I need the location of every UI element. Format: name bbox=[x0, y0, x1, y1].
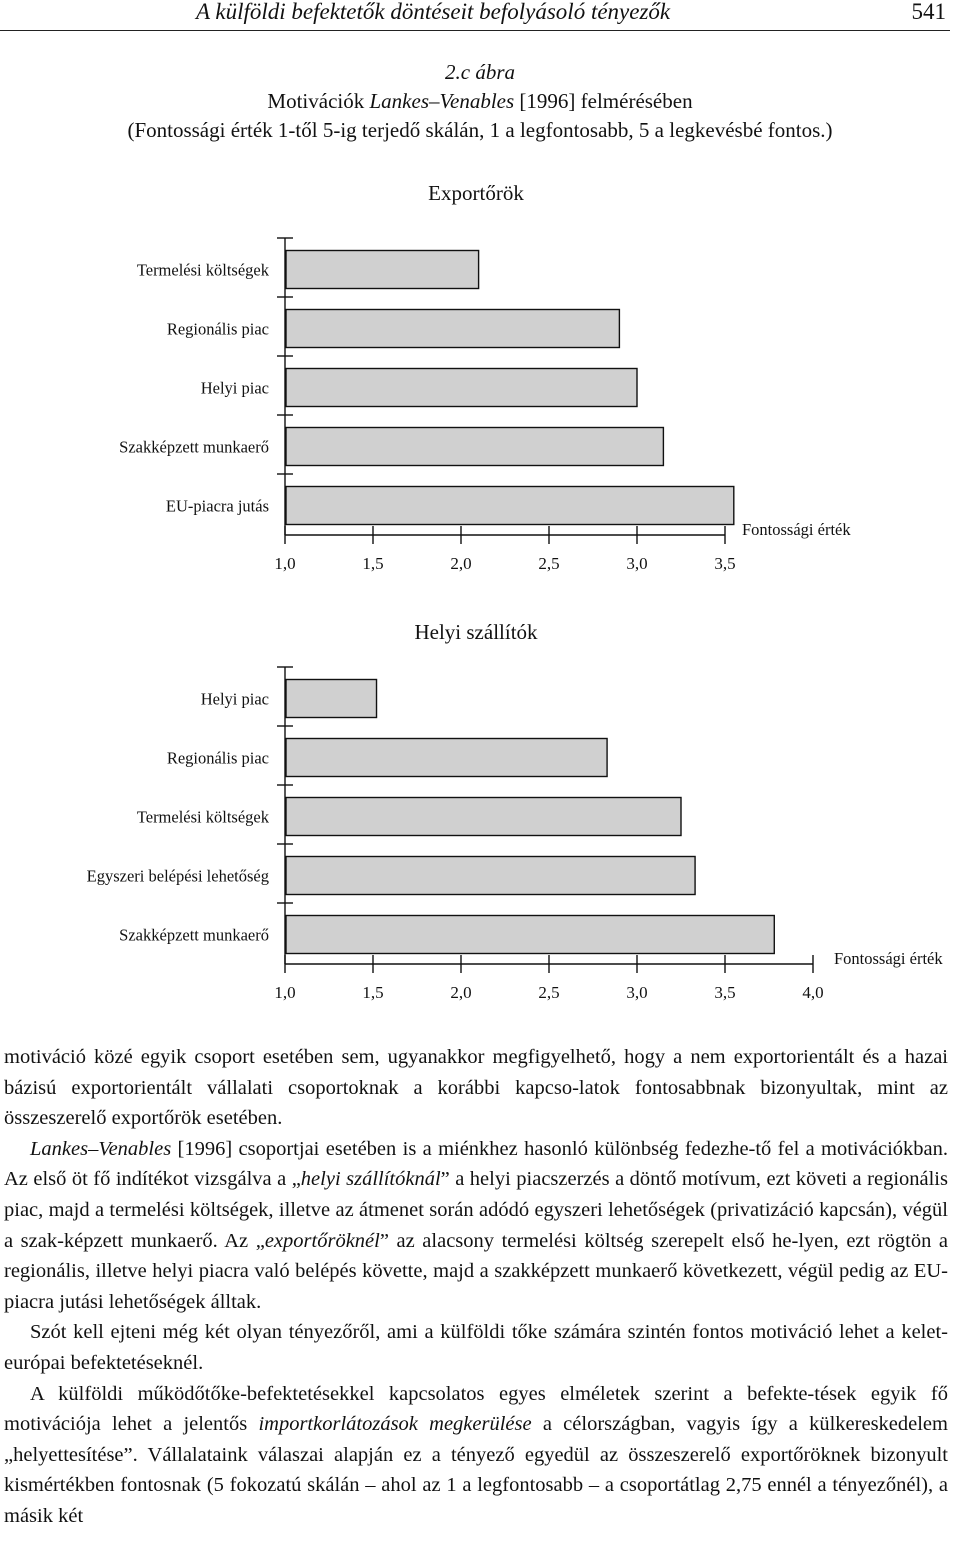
bar bbox=[286, 857, 695, 895]
page-number: 541 bbox=[911, 0, 946, 24]
x-tick-label: 1,0 bbox=[274, 554, 296, 573]
bar bbox=[286, 739, 607, 777]
bar bbox=[286, 680, 377, 718]
figure-title-prefix: Motivációk bbox=[267, 89, 370, 113]
p2-emphasis-exporters: exportőröknél bbox=[264, 1229, 380, 1252]
x-tick-label: 3,5 bbox=[714, 983, 736, 1002]
exporters-bar-chart bbox=[0, 170, 960, 580]
x-tick-label: 3,0 bbox=[626, 554, 648, 573]
bar bbox=[286, 487, 734, 525]
x-tick-label: 1,0 bbox=[274, 983, 296, 1002]
x-axis-label: Fontossági érték bbox=[834, 949, 943, 968]
figure-title bbox=[0, 87, 960, 116]
x-tick-label: 1,5 bbox=[362, 983, 384, 1002]
bar bbox=[286, 428, 663, 466]
p2-authors: Lankes–Venables bbox=[30, 1137, 172, 1160]
figure-note: (Fontossági érték 1-től 5-ig terjedő skálán, 1 a legfontosabb, 5 a legkevésbé fontos.) bbox=[127, 118, 833, 142]
running-header bbox=[0, 0, 950, 31]
category-label: Szakképzett munkaerő bbox=[119, 437, 269, 457]
category-label: Termelési költségek bbox=[136, 260, 269, 280]
x-tick-label: 3,0 bbox=[626, 983, 648, 1002]
x-axis-label: Fontossági érték bbox=[742, 520, 851, 539]
p4-text-b: a célországban, vagyis így a külkereskedelem „helyettesítése”. Vállalataink válaszai alapján ez a tényező egyedül az összeszerelő exportőröknek bizonyult kismértékben fontosnak (5 fokozatú skálán – ahol az 1 a legfontosabb – a csoportátlag 2,75 ennél a tényezőnél), a másik két bbox=[4, 1413, 948, 1527]
figure-label: 2.c ábra bbox=[445, 60, 515, 84]
category-label: Regionális piac bbox=[166, 748, 269, 768]
category-label: Regionális piac bbox=[166, 319, 269, 339]
bar bbox=[286, 251, 479, 289]
running-title: A külföldi befektetők döntéseit befolyásoló tényezők bbox=[196, 0, 671, 24]
paragraph-1: motiváció közé egyik csoport esetében sem, ugyanakkor megfigyelhető, hogy a nem exportorientált és a hazai bázisú exportorientált vállalati csoportoknak a korábbi kapcso-latok fontosabbnak bizonyultak, mint az összeszerelő exportőrök esetében. bbox=[4, 1046, 948, 1130]
x-tick-label: 2,0 bbox=[450, 554, 472, 573]
x-tick-label: 2,5 bbox=[538, 983, 560, 1002]
bar bbox=[286, 369, 637, 407]
p2-emphasis-local-suppliers: helyi szállítóknál bbox=[300, 1168, 441, 1191]
bar bbox=[286, 310, 619, 348]
body-text bbox=[4, 1042, 948, 1532]
paragraph-3: Szót kell ejteni még két olyan tényezőről, ami a külföldi tőke számára szintén fontos motiváció lehet a kelet-európai befektetéseknél. bbox=[4, 1321, 948, 1374]
p2-text-c: ” az alacsony termelési költség szerepelt első he-lyen, ezt rögtön a regionális, illetve helyi piacra való belépés követte, majd a szakképzett munkaerő következett, végül pedig az EU-piacra jutási lehetőségek álltak. bbox=[4, 1229, 948, 1313]
category-label: Termelési költségek bbox=[136, 807, 269, 827]
paragraph-2 bbox=[4, 1134, 948, 1318]
bar bbox=[286, 916, 774, 954]
x-tick-label: 2,0 bbox=[450, 983, 472, 1002]
p4-emphasis: importkorlátozások megkerülése bbox=[258, 1413, 532, 1436]
category-label: EU-piacra jutás bbox=[165, 496, 269, 516]
figure-title-authors: Lankes–Venables bbox=[369, 89, 515, 113]
p4-text-a: A külföldi működőtőke-befektetésekkel kapcsolatos egyes elméletek szerint a befekte-tések egyik fő motivációja lehet a jelentős bbox=[4, 1382, 948, 1436]
x-tick-label: 1,5 bbox=[362, 554, 384, 573]
category-label: Egyszeri belépési lehetőség bbox=[86, 866, 269, 886]
x-tick-label: 2,5 bbox=[538, 554, 560, 573]
figure-title-suffix: [1996] felmérésében bbox=[514, 89, 693, 113]
category-label: Szakképzett munkaerő bbox=[119, 925, 269, 945]
chart-title: Exportőrök bbox=[428, 181, 524, 205]
bar bbox=[286, 798, 681, 836]
category-label: Helyi piac bbox=[200, 689, 269, 709]
chart-title: Helyi szállítók bbox=[414, 620, 538, 644]
x-tick-label: 4,0 bbox=[802, 983, 824, 1002]
local-suppliers-bar-chart bbox=[0, 605, 960, 1002]
p2-text-b: ” a helyi piacszerzés a döntő motívum, ezt követi a regionális piac, majd a termelési költségek, illetve az átmenet során adódó egyszeri lehetőségek (privatizáció kapcsán), végül a szak-képzett munkaerő. Az „ bbox=[4, 1168, 948, 1252]
paragraph-4 bbox=[4, 1379, 948, 1532]
p2-text-a: [1996] csoportjai esetében is a miénkhez hasonló különbség fedezhe-tő fel a motivációkban. Az első öt fő indítékot vizsgálva a „ bbox=[4, 1137, 948, 1191]
category-label: Helyi piac bbox=[200, 378, 269, 398]
x-tick-label: 3,5 bbox=[714, 554, 736, 573]
